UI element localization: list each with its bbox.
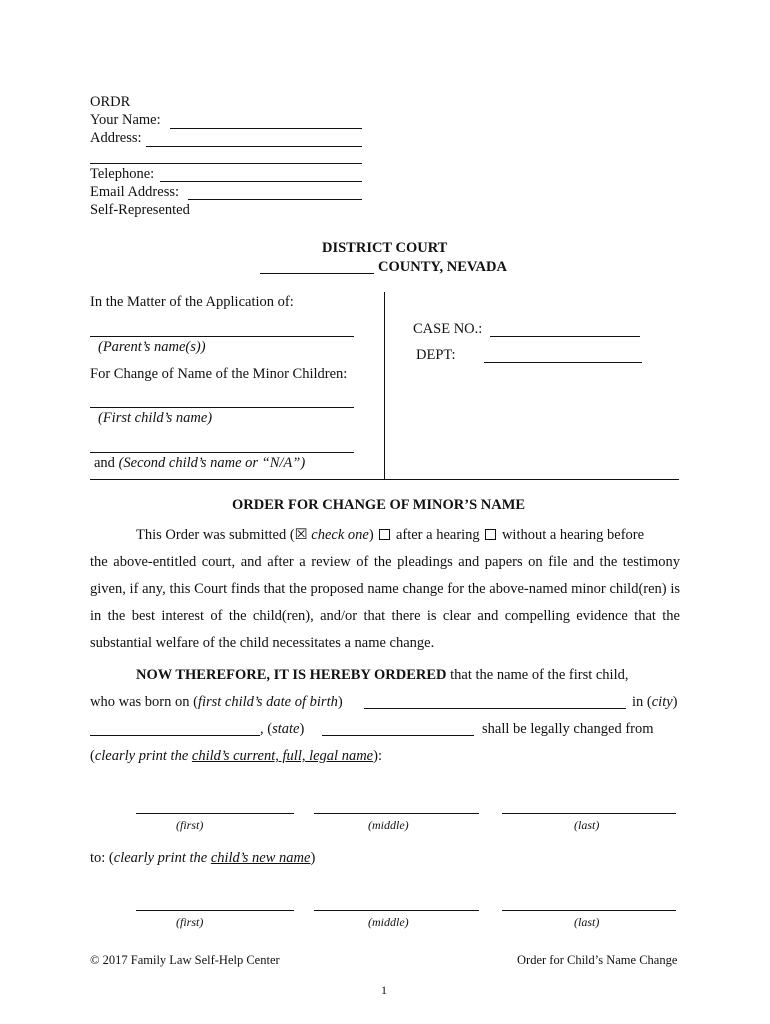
dob-field[interactable]: [364, 708, 626, 709]
address-field[interactable]: [146, 146, 362, 147]
county-label: COUNTY, NEVADA: [378, 259, 507, 275]
city-hint: city: [651, 694, 673, 710]
without-hearing-checkbox[interactable]: [485, 529, 496, 540]
current-last-label: (last): [574, 818, 600, 832]
current-name-instruction: [90, 748, 382, 765]
case-no-field[interactable]: [490, 336, 640, 337]
dob-close: ): [337, 694, 343, 710]
new-middle-label: (middle): [368, 915, 409, 929]
new-last-name-field[interactable]: [502, 910, 676, 911]
current-middle-label: (middle): [368, 818, 409, 832]
parents-name-hint: (Parent’s name(s)): [98, 339, 206, 355]
clearly-pre: (: [90, 748, 95, 764]
state-pre: , (: [260, 721, 273, 737]
second-child-hint: (Second child’s name or “N/A”): [118, 455, 306, 471]
city-field[interactable]: [90, 735, 260, 736]
new-first-label: (first): [176, 915, 204, 929]
second-prefix: and: [94, 455, 119, 471]
address-field-2[interactable]: [90, 163, 362, 164]
state-field[interactable]: [322, 735, 474, 736]
to-post: ): [310, 850, 316, 866]
telephone-field[interactable]: [160, 181, 362, 182]
matter-label: In the Matter of the Application of:: [90, 294, 294, 310]
dept-field[interactable]: [484, 362, 642, 363]
state-hint: state: [272, 721, 300, 737]
self-represented: Self-Represented: [90, 202, 190, 218]
form-code: ORDR: [90, 94, 131, 110]
without-hearing-label: without a hearing before: [498, 527, 645, 543]
current-name-underlined: child’s current, full, legal name: [191, 748, 374, 764]
p2-first-line: [136, 667, 629, 684]
p1-first-line: [136, 527, 644, 544]
address-label: Address:: [90, 130, 142, 146]
check-one-text: check one: [307, 527, 369, 543]
your-name-label: Your Name:: [90, 112, 161, 128]
new-name-underlined: child’s new name: [210, 850, 311, 866]
current-middle-name-field[interactable]: [314, 813, 479, 814]
born-line: [90, 694, 343, 711]
after-hearing-label: after a hearing: [392, 527, 484, 543]
parents-name-field[interactable]: [90, 336, 354, 337]
p1-body: the above-entitled court, and after a review of the pleadings and papers on file and the testimony given, if any, this Court finds that the proposed name change for the above-named minor child(ren) is in the best interest of the child(ren), and/or that there is clear and compelling evidence that the substantial welfare of the child necessitates a name change.: [90, 554, 680, 651]
dept-label: DEPT:: [416, 347, 456, 363]
current-last-name-field[interactable]: [502, 813, 676, 814]
second-child-name-field[interactable]: [90, 452, 354, 453]
p1-text-a: This Order was submitted (: [136, 527, 295, 543]
footer-form-title: Order for Child’s Name Change: [517, 953, 678, 967]
caption-bottom-rule: [90, 479, 679, 480]
checked-box-glyph: ☒: [294, 527, 308, 543]
in-text: in (: [632, 694, 652, 710]
email-label: Email Address:: [90, 184, 180, 200]
page-number: 1: [381, 983, 387, 997]
dob-hint: first child’s date of birth: [197, 694, 338, 710]
new-first-name-field[interactable]: [136, 910, 294, 911]
case-no-label: CASE NO.:: [413, 321, 483, 337]
clearly-post: ):: [373, 748, 382, 764]
state-label: [260, 721, 304, 738]
change-of-name-label: For Change of Name of the Minor Children:: [90, 366, 348, 382]
p1-text-b: ): [368, 527, 378, 543]
new-middle-name-field[interactable]: [314, 910, 479, 911]
new-last-label: (last): [574, 915, 600, 929]
caption-divider: [384, 292, 385, 480]
legally-changed-text: shall be legally changed from: [482, 721, 654, 737]
ordered-bold: NOW THEREFORE, IT IS HEREBY ORDERED: [136, 667, 447, 683]
your-name-field[interactable]: [170, 128, 362, 129]
order-heading: ORDER FOR CHANGE OF MINOR’S NAME: [232, 497, 526, 513]
born-text: who was born on (: [90, 694, 198, 710]
city-label: [632, 694, 678, 711]
county-field[interactable]: [260, 273, 374, 274]
new-name-instruction: [90, 850, 315, 867]
current-first-name-field[interactable]: [136, 813, 294, 814]
first-child-name-hint: (First child’s name): [98, 410, 213, 426]
state-post: ): [299, 721, 305, 737]
to-clearly: clearly print the: [113, 850, 211, 866]
city-close: ): [672, 694, 678, 710]
telephone-label: Telephone:: [90, 166, 155, 182]
p2-text-a: that the name of the first child,: [446, 667, 629, 683]
first-child-name-field[interactable]: [90, 407, 354, 408]
after-hearing-checkbox[interactable]: [379, 529, 390, 540]
court-title: DISTRICT COURT: [322, 240, 448, 256]
second-child-line: [94, 455, 305, 472]
current-first-label: (first): [176, 818, 204, 832]
footer-copyright: © 2017 Family Law Self-Help Center: [90, 953, 280, 967]
email-field[interactable]: [188, 199, 362, 200]
clearly-text: clearly print the: [94, 748, 192, 764]
to-pre: to: (: [90, 850, 114, 866]
